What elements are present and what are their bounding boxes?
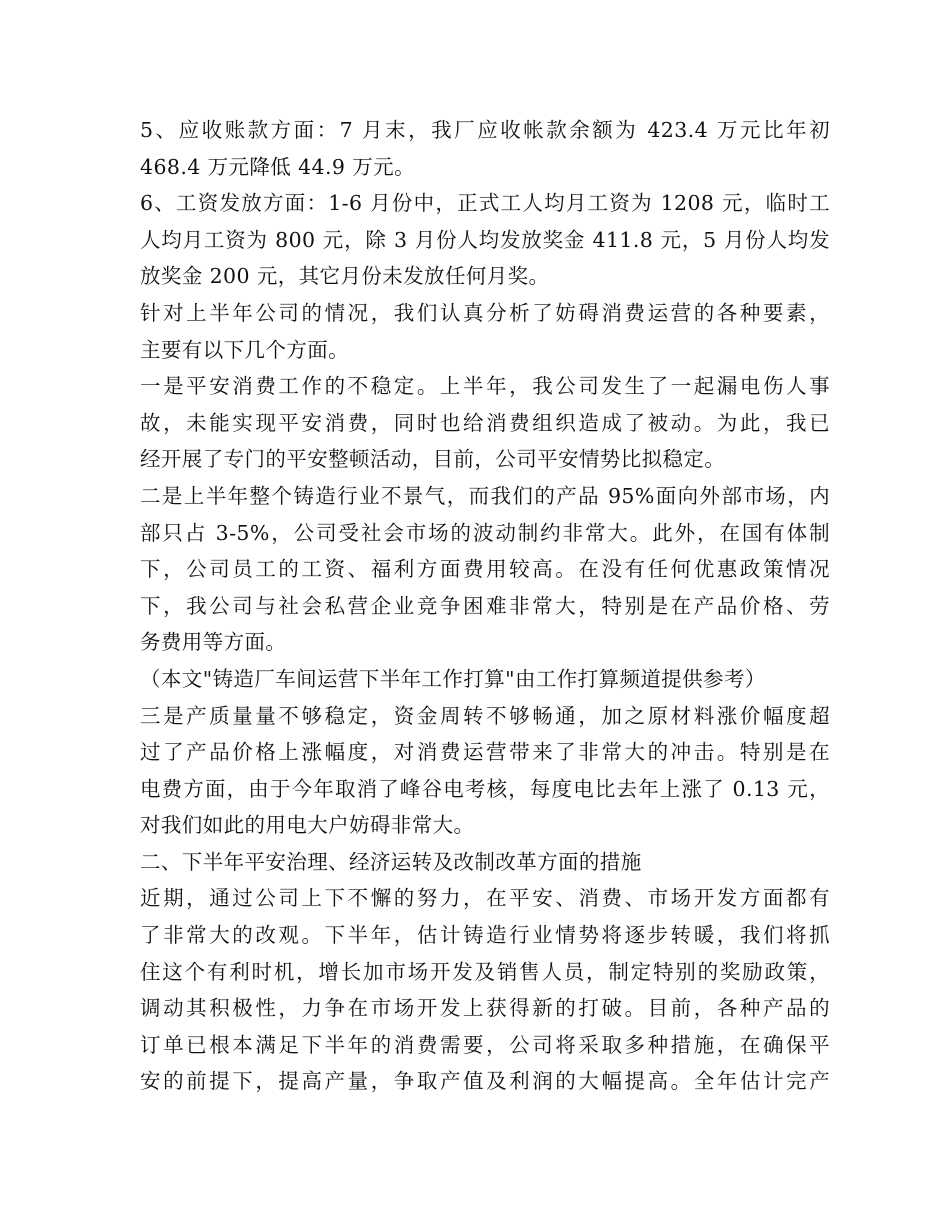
text-line: 放奖金 200 元，其它月份未发放任何月奖。 (140, 264, 550, 289)
text-line: 电费方面，由于今年取消了峰谷电考核，每度电比去年上涨了 0.13 元， (140, 776, 830, 801)
text-line: 针对上半年公司的情况，我们认真分析了妨碍消费运营的各种要素， (140, 300, 830, 325)
text-line: 三是产质量量不够稳定，资金周转不够畅通，加之原材料涨价幅度超 (140, 703, 830, 728)
text-line: 5、应收账款方面：7 月末，我厂应收帐款余额为 423.4 万元比年初 (140, 118, 830, 142)
text-line: 了非常大的改观。下半年，估计铸造行业情势将逐步转暖，我们将抓 (140, 923, 830, 948)
text-line: （本文"铸造厂车间运营下半年工作打算"由工作打算频道提供参考） (140, 666, 766, 691)
text-line: 经开展了专门的平安整顿活动，目前，公司平安情势比拟稳定。 (140, 447, 726, 472)
document-body (140, 112, 830, 1100)
text-line: 下，我公司与社会私营企业竞争困难非常大，特别是在产品价格、劳 (140, 593, 830, 618)
text-line: 安的前提下，提高产量，争取产值及利润的大幅提高。全年估计完产 (140, 1069, 830, 1094)
text-line: 调动其积极性，力争在市场开发上获得新的打破。目前，各种产品的 (140, 996, 830, 1021)
text-line: 近期，通过公司上下不懈的努力，在平安、消费、市场开发方面都有 (140, 886, 830, 911)
text-line: 二是上半年整个铸造行业不景气，而我们的产品 95%面向外部市场，内 (140, 483, 830, 508)
text-line: 住这个有利时机，增长加市场开发及销售人员，制定特别的奖励政策， (140, 959, 830, 984)
text-line: 故，未能实现平安消费，同时也给消费组织造成了被动。为此，我已 (140, 410, 830, 435)
text-line: 主要有以下几个方面。 (140, 337, 349, 362)
text-line: 对我们如此的用电大户妨碍非常大。 (140, 813, 475, 838)
text-line: 6、工资发放方面：1-6 月份中，正式工人均月工资为 1208 元，临时工 (140, 191, 830, 216)
text-line: 过了产品价格上涨幅度，对消费运营带来了非常大的冲击。特别是在 (140, 740, 830, 765)
text-line: 下，公司员工的工资、福利方面费用较高。在没有任何优惠政策情况 (140, 557, 830, 582)
text-line: 一是平安消费工作的不稳定。上半年，我公司发生了一起漏电伤人事 (140, 374, 830, 399)
section-heading: 二、下半年平安治理、经济运转及改制改革方面的措施 (140, 849, 642, 874)
text-line: 人均月工资为 800 元，除 3 月份人均发放奖金 411.8 元，5 月份人均发 (140, 227, 830, 252)
text-line: 468.4 万元降低 44.9 万元。 (140, 154, 415, 179)
text-line: 订单已根本满足下半年的消费需要，公司将采取多种措施，在确保平 (140, 1032, 830, 1057)
text-line: 务费用等方面。 (140, 630, 287, 655)
text-line: 部只占 3-5%，公司受社会市场的波动制约非常大。此外，在国有体制 (140, 520, 830, 545)
